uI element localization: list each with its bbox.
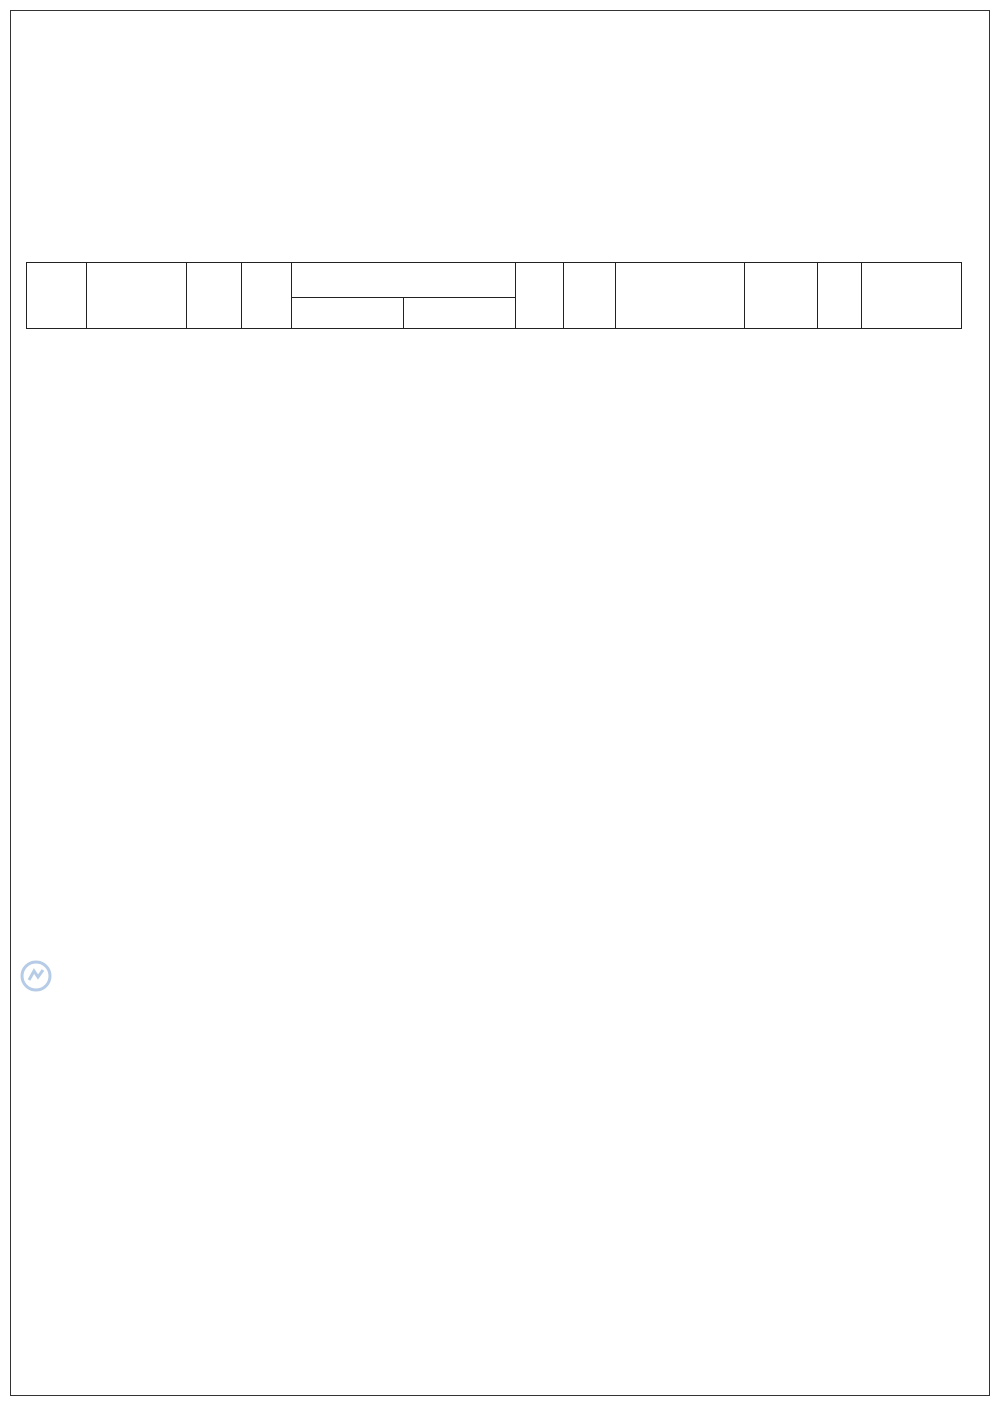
- header-dist-site: [564, 263, 616, 329]
- header-remark: [27, 263, 87, 329]
- header-before: [403, 298, 515, 329]
- header-contractor: [862, 263, 962, 329]
- header-lot: [818, 263, 862, 329]
- award-table: [26, 262, 962, 329]
- header-after: [291, 298, 403, 329]
- header-site: [616, 263, 745, 329]
- rhino-logo-icon: [20, 960, 52, 992]
- header-total: [291, 263, 516, 298]
- page-frame: [10, 10, 990, 1396]
- header-dist-lot: [516, 263, 564, 329]
- header-nif: [87, 263, 187, 329]
- header-commune: [745, 263, 818, 329]
- header-duration: [241, 263, 291, 329]
- header-score: [187, 263, 241, 329]
